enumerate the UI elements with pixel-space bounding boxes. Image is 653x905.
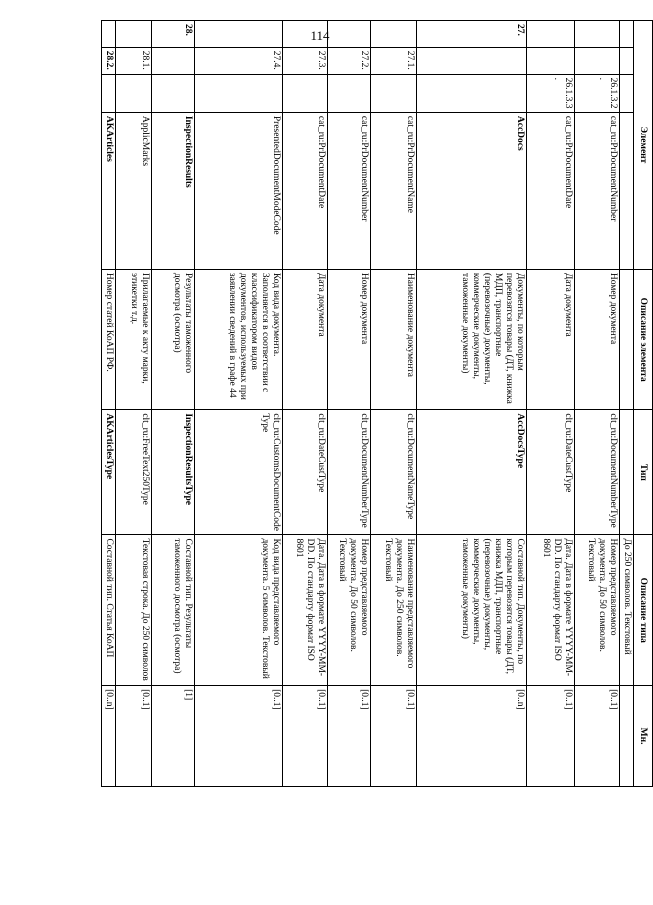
- number-level1-cell: [328, 21, 371, 48]
- table-row: [620, 21, 634, 787]
- specification-table: [101, 20, 653, 787]
- element-description-cell: Наименование документа: [371, 269, 417, 409]
- number-level1-cell: [527, 21, 575, 48]
- type-description-cell: Составной тип. Статья КоАП: [102, 535, 116, 686]
- number-level1-cell: [283, 21, 328, 48]
- page-number: 114: [310, 28, 330, 43]
- element-type-cell: clt_ru:DocumentNumberType: [575, 410, 620, 535]
- element-type-cell: [620, 410, 634, 535]
- element-name-cell: ApplicMarks: [116, 112, 152, 269]
- type-description-cell: Номер представляемого документа. До 50 символов. Текстовый: [575, 535, 620, 686]
- number-level3-cell: 26.1.3.3.: [527, 74, 575, 112]
- type-description-cell: Код вида представляемого документа. 5 символов. Текстовый: [195, 535, 283, 686]
- element-description-cell: Номер документа: [328, 269, 371, 409]
- header-type: Тип: [634, 410, 653, 535]
- header-element: Элемент: [634, 21, 653, 270]
- table-row: [116, 21, 152, 787]
- element-name-cell: cat_ru:PrDocumentNumber: [575, 112, 620, 269]
- multiplicity-cell: [1]: [152, 686, 195, 787]
- number-level2-cell: 27.4.: [195, 47, 283, 74]
- element-name-cell: AKArticles: [102, 112, 116, 269]
- multiplicity-cell: [0..1]: [328, 686, 371, 787]
- multiplicity-cell: [0..n]: [417, 686, 527, 787]
- element-type-cell: InspectionResultsType: [152, 410, 195, 535]
- table-row: [102, 21, 116, 787]
- number-level3-cell: [620, 74, 634, 112]
- element-description-cell: Дата документа: [283, 269, 328, 409]
- number-level2-cell: [417, 47, 527, 74]
- type-description-cell: Текстовая строка. До 250 символов: [116, 535, 152, 686]
- type-description-cell: Наименование представляемого документа. До 250 символов. Текстовый: [371, 535, 417, 686]
- number-level3-cell: [371, 74, 417, 112]
- number-level2-cell: 28.2.: [102, 47, 116, 74]
- element-type-cell: clt_ru:DocumentNumberType: [328, 410, 371, 535]
- element-description-cell: Документы, по которым перевозятся товары (ДТ, книжка МДП, транспортные (перевозочные) документы, коммерческие документы, таможенные документы): [417, 269, 527, 409]
- table-header-row: [634, 21, 653, 787]
- number-level1-cell: [195, 21, 283, 48]
- number-level3-cell: [116, 74, 152, 112]
- table-row: [195, 21, 283, 787]
- number-level1-cell: [575, 21, 620, 48]
- number-level3-cell: [195, 74, 283, 112]
- number-level1-cell: [116, 21, 152, 48]
- element-description-cell: Код вида документа. Заполняется в соответствии с классификатором видов документов, используемых при заявлении сведений в графе 44: [195, 269, 283, 409]
- multiplicity-cell: [620, 686, 634, 787]
- multiplicity-cell: [0..1]: [195, 686, 283, 787]
- element-type-cell: clt_ru:CustomsDocumentCodeType: [195, 410, 283, 535]
- element-name-cell: cat_ru:PrDocumentNumber: [328, 112, 371, 269]
- multiplicity-cell: [0..1]: [283, 686, 328, 787]
- table-row: [328, 21, 371, 787]
- element-name-cell: [620, 112, 634, 269]
- element-description-cell: Результаты таможенного досмотра (осмотра): [152, 269, 195, 409]
- header-element-description: Описание элемента: [634, 269, 653, 409]
- number-level2-cell: 27.3.: [283, 47, 328, 74]
- type-description-cell: Дата. Дата в формате YYYY-MM-DD. По стандарту формат ISO 8601: [283, 535, 328, 686]
- element-type-cell: AccDocsType: [417, 410, 527, 535]
- element-type-cell: clt_ru:DateCustType: [283, 410, 328, 535]
- number-level1-cell: 28.: [152, 21, 195, 48]
- multiplicity-cell: [0..1]: [527, 686, 575, 787]
- element-type-cell: clt_ru:DateCustType: [527, 410, 575, 535]
- table-row: [371, 21, 417, 787]
- number-level1-cell: [371, 21, 417, 48]
- table-row: [417, 21, 527, 787]
- number-level3-cell: 26.1.3.2.: [575, 74, 620, 112]
- number-level1-cell: [620, 21, 634, 48]
- table-row: [152, 21, 195, 787]
- header-type-description: Описание типа: [634, 535, 653, 686]
- number-level2-cell: [575, 47, 620, 74]
- element-description-cell: Номер документа: [575, 269, 620, 409]
- number-level2-cell: 27.1.: [371, 47, 417, 74]
- number-level2-cell: [527, 47, 575, 74]
- number-level2-cell: 27.2.: [328, 47, 371, 74]
- element-type-cell: clt_ru:DocumentNameType: [371, 410, 417, 535]
- number-level3-cell: [328, 74, 371, 112]
- element-description-cell: Прилагаемые к акту марки, этикетки т.д.: [116, 269, 152, 409]
- element-type-cell: AKArticlesType: [102, 410, 116, 535]
- number-level3-cell: [102, 74, 116, 112]
- table-row: [527, 21, 575, 787]
- number-level3-cell: [283, 74, 328, 112]
- header-multiplicity: Мн.: [634, 686, 653, 787]
- multiplicity-cell: [0..n]: [102, 686, 116, 787]
- multiplicity-cell: [0..1]: [116, 686, 152, 787]
- number-level2-cell: 28.1.: [116, 47, 152, 74]
- element-name-cell: cat_ru:PrDocumentDate: [283, 112, 328, 269]
- type-description-cell: Составной тип. Документы, по которым перевозятся товары (ДТ, книжка МДП, транспортные (перевозочные) документы, коммерческие документы, таможенные документы): [417, 535, 527, 686]
- table-row: [283, 21, 328, 787]
- number-level1-cell: 27.: [417, 21, 527, 48]
- element-type-cell: clt_ru:FreeText250Type: [116, 410, 152, 535]
- element-name-cell: AccDocs: [417, 112, 527, 269]
- number-level2-cell: [152, 47, 195, 74]
- type-description-cell: Номер представляемого документа. До 50 символов. Текстовый: [328, 535, 371, 686]
- table-row: [575, 21, 620, 787]
- number-level3-cell: [417, 74, 527, 112]
- element-name-cell: InspectionResults: [152, 112, 195, 269]
- number-level1-cell: [102, 21, 116, 48]
- multiplicity-cell: [0..1]: [575, 686, 620, 787]
- multiplicity-cell: [0..1]: [371, 686, 417, 787]
- number-level2-cell: [620, 47, 634, 74]
- element-name-cell: cat_ru:PrDocumentName: [371, 112, 417, 269]
- element-description-cell: Номер статей КоАП РФ.: [102, 269, 116, 409]
- element-name-cell: PresentedDocumentModeCode: [195, 112, 283, 269]
- element-description-cell: [620, 269, 634, 409]
- element-description-cell: Дата документа: [527, 269, 575, 409]
- type-description-cell: Дата. Дата в формате YYYY-MM-DD. По стандарту формат ISO 8601: [527, 535, 575, 686]
- number-level3-cell: [152, 74, 195, 112]
- element-name-cell: cat_ru:PrDocumentDate: [527, 112, 575, 269]
- type-description-cell: Составной тип. Результаты таможенного досмотра (осмотра): [152, 535, 195, 686]
- type-description-cell: До 250 символов. Текстовый: [620, 535, 634, 686]
